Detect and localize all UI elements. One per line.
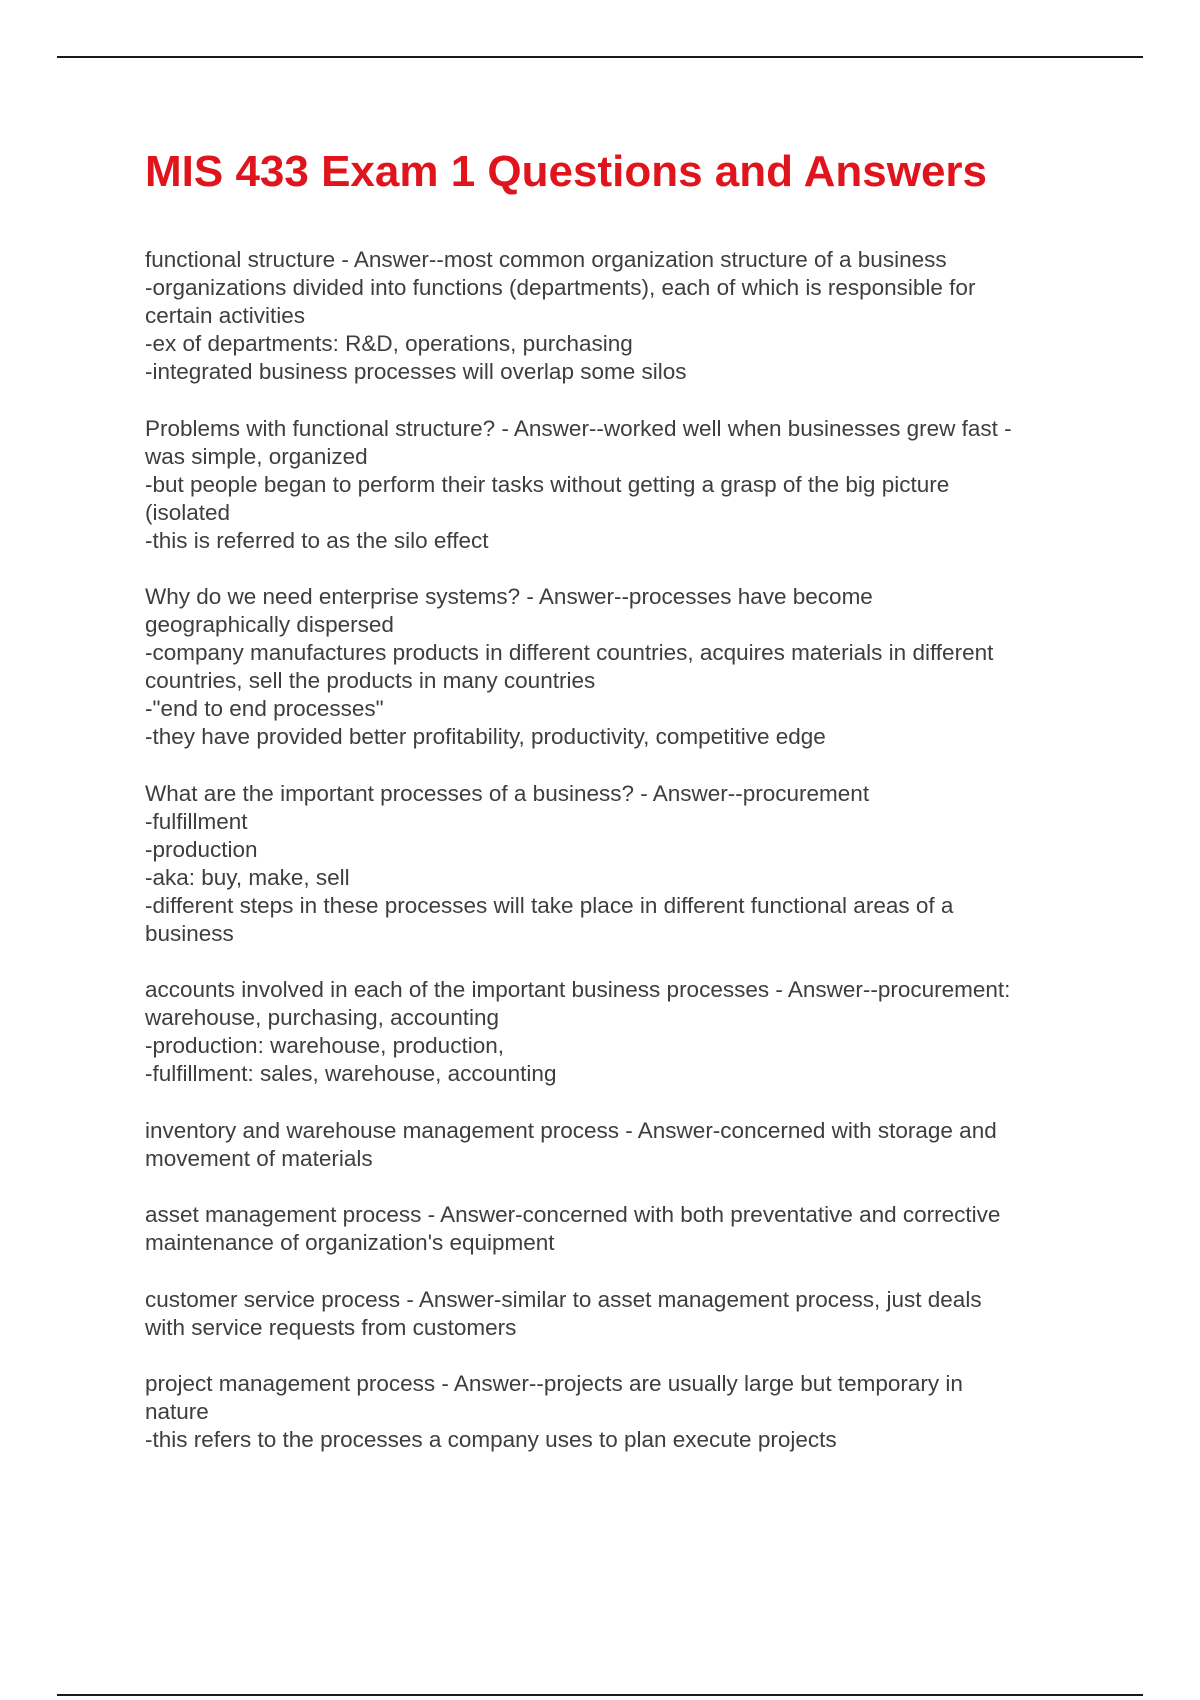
qa-entry (145, 415, 1085, 555)
qa-answer-line: -this refers to the processes a company uses to plan execute projects (145, 1427, 837, 1452)
qa-entry (145, 780, 1085, 948)
qa-answer-line: -"end to end processes" (145, 696, 384, 721)
qa-answer-line: -production: warehouse, production, (145, 1033, 504, 1058)
qa-answer-line: was simple, organized (145, 443, 368, 469)
qa-answer-line: with service requests from customers (145, 1314, 517, 1340)
qa-answer-line: -fulfillment (145, 808, 248, 834)
qa-answer-line: -but people began to perform their tasks without getting a grasp of the big picture (145, 471, 950, 497)
qa-question-line: Why do we need enterprise systems? - Answer--processes have become (145, 584, 873, 609)
qa-question-line: What are the important processes of a business? - Answer--procurement (145, 780, 870, 806)
qa-list (145, 246, 1085, 1483)
qa-entry (145, 583, 1085, 751)
header-rule (57, 56, 1143, 58)
qa-question-line: project management process - Answer--projects are usually large but temporary in (145, 1371, 963, 1396)
qa-entry (145, 1201, 1085, 1257)
qa-answer-line: -ex of departments: R&D, operations, purchasing (145, 331, 633, 356)
qa-answer-line: certain activities (145, 303, 306, 328)
qa-entry (145, 246, 1085, 386)
qa-answer-line: geographically dispersed (145, 612, 394, 637)
qa-answer-line: -fulfillment: sales, warehouse, accounting (145, 1061, 557, 1086)
qa-question-line: asset management process - Answer-concerned with both preventative and corrective (145, 1202, 1001, 1227)
qa-entry (145, 1370, 1085, 1454)
qa-question-line: functional structure - Answer--most common organization structure of a business (145, 247, 947, 272)
qa-question-line: inventory and warehouse management process - Answer-concerned with storage and (145, 1117, 997, 1143)
qa-entry (145, 976, 1085, 1088)
qa-answer-line: -this is referred to as the silo effect (145, 527, 489, 553)
qa-question-line: customer service process - Answer-similar to asset management process, just deals (145, 1286, 982, 1312)
page-title: MIS 433 Exam 1 Questions and Answers (145, 147, 988, 196)
qa-answer-line: -integrated business processes will overlap some silos (145, 359, 687, 384)
qa-entry (145, 1117, 1085, 1173)
qa-question-line: accounts involved in each of the important business processes - Answer--procurement: (145, 977, 1011, 1002)
qa-answer-line: -company manufactures products in different countries, acquires materials in different (145, 640, 994, 665)
qa-answer-line: countries, sell the products in many countries (145, 668, 596, 693)
qa-answer-line: -they have provided better profitability, productivity, competitive edge (145, 724, 826, 749)
qa-answer-line: (isolated (145, 499, 231, 525)
qa-answer-line: -different steps in these processes will take place in different functional areas of a (145, 892, 954, 918)
qa-question-line: Problems with functional structure? - Answer--worked well when businesses grew fast - (145, 415, 1012, 441)
qa-answer-line: maintenance of organization's equipment (145, 1230, 555, 1255)
qa-entry (145, 1286, 1085, 1342)
qa-answer-line: -aka: buy, make, sell (145, 864, 350, 890)
footer-rule (57, 1694, 1143, 1696)
qa-answer-line: -organizations divided into functions (departments), each of which is responsible for (145, 275, 976, 300)
qa-answer-line: movement of materials (145, 1145, 373, 1171)
qa-answer-line: warehouse, purchasing, accounting (145, 1005, 499, 1030)
qa-answer-line: -production (145, 836, 258, 862)
qa-answer-line: business (145, 920, 234, 946)
qa-answer-line: nature (145, 1399, 209, 1424)
